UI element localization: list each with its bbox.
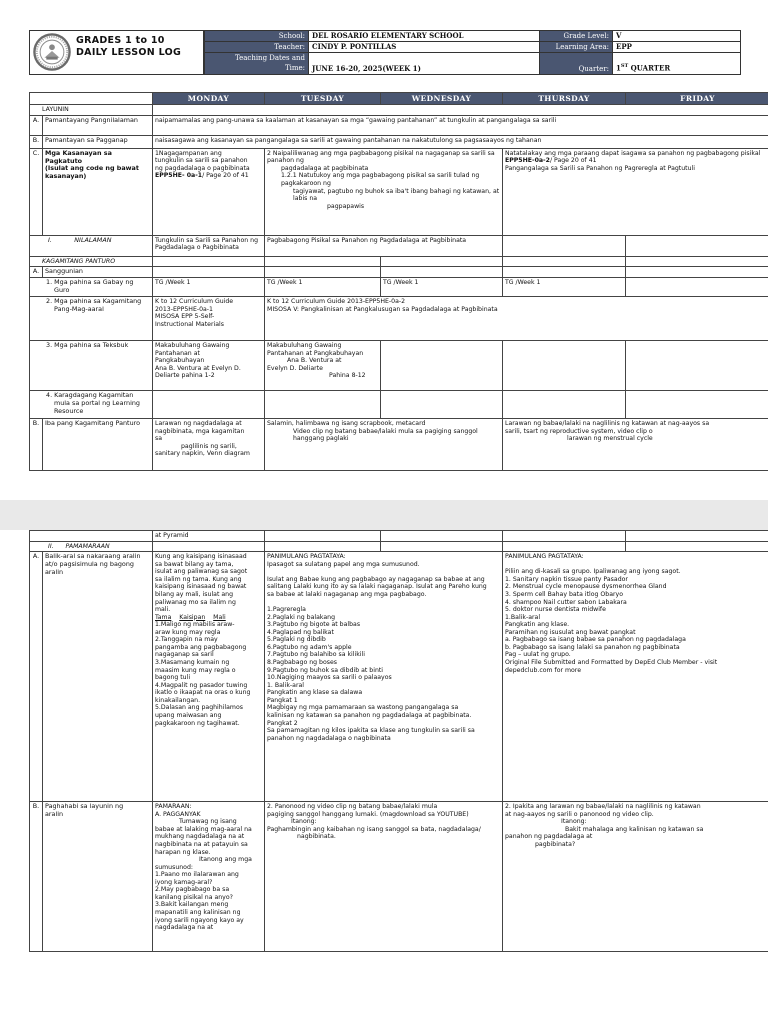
mag-aaral-label-line2: Pang-Mag-aaral	[54, 304, 104, 313]
balik-aral-monday-item: bagong tuli	[155, 674, 191, 682]
kasanayan-monday-code: EPP5HE- 0a-1	[155, 172, 203, 180]
paghahabi-th-line2: at nag-aayos ng sarili o panonood ng video clip.	[505, 810, 654, 818]
balik-aral-thu-fri	[503, 552, 768, 802]
sg-tuesday	[265, 267, 381, 278]
karagdagan-label-line1: 4. Karagdagang Kagamitan	[46, 391, 134, 400]
balik-aral-label-line3: aralin	[45, 567, 64, 576]
kasanayan-th-line1: Natatalakay ang mga paraang dapat isagawa sa panahon ng pagbabagong pisikal	[505, 149, 761, 157]
day-friday: FRIDAY	[626, 93, 768, 105]
paghahabi-number: B.	[30, 802, 43, 952]
grade-label: Grade Level:	[540, 31, 613, 42]
balik-aral-th-line: 4. shampoo Nail cutter sabon Labakara	[505, 598, 627, 606]
row-c-label-line1: Mga Kasanayan sa Pagkatuto	[45, 148, 112, 165]
kr-friday	[626, 391, 768, 419]
pm-monday	[153, 541, 265, 552]
balik-aral-monday-item: pangamba ang pagbabagong	[155, 643, 247, 651]
row-gabay-ng-guro	[30, 278, 768, 297]
kasanayan-th-code: EPP5HE-0a-2	[505, 157, 550, 165]
kr-monday	[153, 391, 265, 419]
balik-aral-tw-line: 9.Pagtubo ng buhok sa dibdib at binti	[267, 666, 384, 674]
row-b-label: Pamantayan sa Pagganap	[43, 135, 153, 148]
iba-monday-line5: sanitary napkin, Venn diagram	[155, 450, 250, 458]
nilalaman-thursday	[503, 235, 626, 256]
tama-header: Tama	[155, 613, 172, 621]
paghahabi-monday-block1	[155, 818, 262, 856]
paghahabi-thu-fri	[503, 802, 768, 952]
pamamaraan-label: PAMAMARAAN	[65, 542, 110, 550]
cont-friday	[626, 531, 768, 542]
balik-aral-th-line: 1.Balik-aral	[505, 613, 541, 621]
gabay-friday	[626, 278, 768, 297]
area-label: Learning Area:	[540, 42, 613, 53]
balik-aral-tw-line: kalinisan ng katawan sa panahon ng pagdadalaga at pagbibinata.	[267, 711, 472, 719]
kagamitang-panturo-heading: KAGAMITANG PANTURO	[30, 256, 153, 267]
row-nilalaman	[30, 235, 768, 256]
pm-friday	[626, 541, 768, 552]
day-thursday: THURSDAY	[503, 93, 626, 105]
layunin-heading: LAYUNIN	[30, 105, 153, 116]
teksbuk-monday-line1: Makabuluhang Gawaing	[155, 342, 230, 350]
paghahabi-th-line1: 2. Ipakita ang larawan ng babae/lalaki na naglilinis ng katawan	[505, 803, 701, 811]
iba-tw-line3: hanggang paglaki	[293, 435, 349, 443]
kasanayan-monday-line3: ng pagdadalaga o pagbibinata	[155, 164, 250, 172]
balik-aral-monday-item: nagaganap sa saril	[155, 651, 214, 659]
teksbuk-tuesday-line1: Makabuluhang Gawaing	[267, 342, 342, 350]
layunin-row	[30, 105, 768, 116]
balik-aral-monday-line: sa ilalim ng tama. Kung ang	[155, 575, 242, 583]
row-kagamitang-panturo	[30, 256, 768, 267]
balik-aral-th-line: Pangkatin ang klase.	[505, 621, 570, 629]
balik-aral-th-line: Paramihan ng isusulat ang bawat pangkat	[505, 628, 636, 636]
iba-monday-line1: Larawan ng nagdadalaga at	[155, 420, 242, 428]
teksbuk-thursday	[503, 341, 626, 391]
balik-aral-monday-item: maasim kung may regla o	[155, 666, 236, 674]
paghahabi-tw-line1: 2. Panonood ng video clip ng batang babae/lalaki mula	[267, 803, 438, 811]
grade-value: V	[613, 31, 741, 42]
paghahabi-monday-question: 2.May pagbabago ba sa	[155, 886, 230, 894]
mag-aaral-monday-line1: K to 12 Curriculum Guide	[155, 298, 234, 306]
paghahabi-monday-question: 3.Bakit kailangan meng	[155, 901, 229, 909]
paghahabi-monday-question: sumusunod:	[155, 863, 193, 871]
balik-aral-monday-item: araw kung may regla	[155, 628, 221, 636]
balik-aral-tw-line: 1. Balik-aral	[267, 681, 305, 689]
row-c-label-line2: (Isulat ang code ng bawat	[45, 164, 139, 173]
lesson-table-page2	[29, 530, 768, 952]
row-nilalaman-label	[30, 235, 153, 256]
balik-aral-th-line: Piliin ang di-kasali sa grupo. Ipaliwanag ang iyong sagot.	[505, 568, 681, 576]
kasanayan-tue-wed	[265, 148, 503, 235]
balik-aral-tw-line: 8.Pagbabago ng boses	[267, 659, 337, 666]
balik-aral-tw-line: Sa pamamagitan ng kilos ipakita sa klase ang tungkulin sa sarili sa	[267, 727, 475, 735]
balik-aral-label-line1: Balik-aral sa nakaraang aralin	[45, 552, 141, 561]
kasanayan-tw-line2: pagdadalaga at pagbibinata	[281, 164, 369, 172]
teksbuk-tuesday-line2: Pantahanan at Pangkabuhayan	[267, 349, 364, 357]
paghahabi-monday	[153, 802, 265, 952]
paghahabi-monday-line: harapan ng klase.	[155, 848, 211, 856]
kasanayan-thu-fri	[503, 148, 768, 235]
paghahabi-monday-question: mapanatili ang kalinisan ng	[155, 909, 241, 916]
row-c-label-line3: kasanayan)	[45, 172, 87, 181]
balik-aral-monday-line: Kung ang kaisipang isinasaad	[155, 553, 247, 561]
cont-thursday	[503, 531, 626, 542]
page-gap	[0, 500, 768, 530]
balik-aral-tw-line: 10.Nagiging maayos sa sarili o palaayos	[267, 674, 392, 682]
paghahabi-monday-line2: A. PAGGANYAK	[155, 810, 201, 818]
balik-aral-tue-wed	[265, 552, 503, 802]
row-c-label	[43, 148, 153, 235]
paghahabi-monday-line: nagbibinata na at patayuin sa	[155, 840, 248, 848]
row-a-label: Pamantayang Pangnilalaman	[43, 115, 153, 135]
pm-thursday	[503, 541, 626, 552]
page-one	[0, 0, 768, 500]
teksbuk-monday-line3: Pangkabuhayan	[155, 357, 205, 365]
row-nilalaman-number: I.	[48, 235, 52, 244]
gabay-wednesday: TG /Week 1	[381, 278, 503, 297]
nilalaman-monday: Tungkulin sa Sarili sa Panahon ng Pagdadalaga o Pagbibinata	[153, 235, 265, 256]
row-a-text: naipamamalas ang pang-unawa sa kaalaman at kasanayan sa mga “gawaing pantahanan” at tungkulin at pangangalaga sa sarili	[153, 115, 768, 135]
paghahabi-monday-question: kanilang pisikal na anyo?	[155, 893, 233, 901]
kaisipan-header: Kaisipan	[179, 613, 206, 621]
day-header-blank	[30, 93, 153, 105]
iba-monday-line2: nagbibinata, mga kagamitan	[155, 427, 245, 435]
balik-aral-th-line: b. Pagbabago sa isang lalaki sa panahon ng pagbibinata	[505, 643, 680, 651]
balik-aral-tw-line: Ipasagot sa sulatang papel ang mga sumusunod.	[267, 560, 420, 568]
teksbuk-tuesday-line3: Ana B. Ventura at	[287, 357, 342, 365]
iba-tw-line1: Salamin, halimbawa ng isang scrapbook, metacard	[267, 420, 426, 428]
balik-aral-tw-line: PANIMULANG PAGTATAYA:	[267, 553, 346, 561]
pamamaraan-heading	[30, 541, 153, 552]
row-continued	[30, 531, 768, 542]
day-monday: MONDAY	[153, 93, 265, 105]
balik-aral-monday-item: ikatlo o ikaapat na oras o kung	[155, 689, 251, 697]
kp-tuesday	[265, 256, 381, 267]
balik-aral-tw-line: 6.Pagtubo ng adam's apple	[267, 643, 352, 651]
dates-label-line2: Time:	[284, 63, 305, 72]
paghahabi-label-line2: aralin	[45, 809, 64, 818]
iba-tue-wed	[265, 419, 503, 471]
balik-aral-monday-item: upang maiwasan ang	[155, 711, 222, 719]
kp-thursday	[503, 256, 626, 267]
balik-aral-monday-items	[155, 621, 262, 727]
row-a-number: A.	[30, 115, 43, 135]
teacher-label: Teacher:	[205, 42, 309, 53]
mag-aaral-rest-line2: MISOSA V: Pangkalinisan at Pangkalusugan sa Pagdadalaga at Pagbibinata	[267, 305, 498, 313]
quarter-label: Quarter:	[540, 53, 613, 75]
dates-label-line1: Teaching Dates and	[234, 54, 305, 63]
gabay-tuesday: TG /Week 1	[265, 278, 381, 297]
paghahabi-monday-line: mukhang nagdadalaga na at	[155, 833, 245, 841]
pamamaraan-number: II.	[48, 542, 54, 550]
kasanayan-tw-line5: pagpapawis	[327, 202, 365, 210]
balik-aral-th-line: 3. Sperm cell Bahay bata itlog Obaryo	[505, 590, 623, 598]
balik-aral-tw-line: Pangkat 1	[267, 696, 298, 704]
teksbuk-tuesday	[265, 341, 381, 391]
gabay-label-line1: 1. Mga pahina sa Gabay ng	[46, 278, 134, 287]
balik-aral-monday-item: kinakailangan.	[155, 696, 201, 704]
mag-aaral-monday-line2: 2013-EPP5HE-0a-1	[155, 305, 213, 313]
balik-aral-monday-line: mali.	[155, 606, 171, 614]
paghahabi-tw-line4: Paghambingin ang kaibahan ng isang sanggol sa bata, nagdadalaga/	[267, 825, 481, 833]
row-iba-pang-kagamitan	[30, 419, 768, 471]
sg-wednesday	[381, 267, 503, 278]
mali-header: Mali	[213, 613, 226, 621]
balik-aral-tw-line: sa babae at lalaki nagaganap ang mga pagbabago.	[267, 590, 427, 598]
balik-aral-th-line	[505, 561, 767, 569]
paghahabi-th-line4: Bakit mahalaga ang kalinisan ng katawan sa	[565, 825, 704, 833]
balik-aral-monday-line: paliwanag mo sa ilalim ng	[155, 598, 236, 606]
gabay-thursday: TG /Week 1	[503, 278, 626, 297]
header-title-dll: DAILY LESSON LOG	[76, 47, 182, 58]
karagdagan-label-line2: mula sa portal ng Learning	[54, 398, 140, 407]
day-tuesday: TUESDAY	[265, 93, 381, 105]
day-header-row	[30, 93, 768, 105]
balik-aral-monday-item: pagkakaroon ng tagihawat.	[155, 719, 240, 727]
row-nilalaman-heading: NILALAMAN	[74, 235, 112, 244]
iba-number: B.	[30, 419, 43, 471]
balik-aral-monday-line: isulat ang paliwanag sa sagot	[155, 568, 248, 576]
header-title-grades: GRADES 1 to 10	[76, 35, 165, 46]
balik-aral-tw-line: Pangkat 2	[267, 719, 298, 727]
paghahabi-monday-line: Tumawag ng isang	[179, 818, 237, 826]
balik-aral-tw-line: Isulat ang Babae kung ang pagbabago ay nagaganap sa babae at ang	[267, 575, 485, 583]
paghahabi-th-line5: panahon ng pagdadalaga at	[505, 833, 593, 841]
nilalaman-friday	[626, 235, 768, 256]
paghahabi-monday-question: iyong sarili ngayong kayo ay	[155, 916, 244, 924]
tama-kaisipan-mali-header	[155, 614, 262, 622]
balik-aral-th-line: Pag – uulat ng grupo.	[505, 651, 571, 659]
sg-thursday	[503, 267, 626, 278]
paghahabi-th-line6: pagbibinata?	[535, 840, 576, 848]
karagdagan-label	[30, 391, 153, 419]
area-value: EPP	[613, 42, 741, 53]
row-c-number: C.	[30, 148, 43, 235]
kr-wednesday	[381, 391, 503, 419]
gabay-label	[30, 278, 153, 297]
balik-aral-th-line: Original File Submitted and Formatted by DepEd Club Member - visit	[505, 659, 718, 666]
balik-aral-tw-line: Magbigay ng mga pamamaraan sa wastong pangangalaga sa	[267, 704, 459, 712]
balik-aral-number: A.	[30, 552, 43, 802]
row-paghahabi	[30, 802, 768, 952]
balik-aral-monday-item: 2.Tanggapin na may	[155, 636, 218, 644]
balik-aral-tw-line: Pangkatin ang klase sa dalawa	[267, 689, 363, 697]
teksbuk-wednesday	[381, 341, 503, 391]
cont-wednesday	[381, 531, 503, 542]
sg-friday	[626, 267, 768, 278]
paghahabi-monday-line: babae at lalaking mag-aaral na	[155, 825, 252, 833]
row-b-text: naisasagawa ang kasanayan sa pangangalaga sa sarili at gawaing pantahanan na nakatutulong sa pagsasaayos ng tahanan	[153, 135, 768, 148]
row-pamamaraan	[30, 541, 768, 552]
kasanayan-th-line3: Pangangalaga sa Sarili sa Panahon ng Pagreregla at Pagtutuli	[505, 164, 695, 172]
balik-aral-monday-instructions	[155, 553, 262, 614]
row-balik-aral	[30, 552, 768, 802]
school-label: School:	[205, 31, 309, 42]
iba-th-line3: larawan ng menstrual cycle	[567, 435, 653, 443]
balik-aral-monday-line: sa bawat bilang ay tama,	[155, 560, 234, 568]
cont-label	[30, 531, 153, 542]
mag-aaral-rest	[265, 297, 768, 341]
mag-aaral-label-line1: 2. Mga pahina sa Kagamitang	[46, 297, 142, 306]
dates-label	[205, 53, 309, 75]
paghahabi-tue-wed	[265, 802, 503, 952]
kasanayan-monday	[153, 148, 265, 235]
sanggunian-number: A.	[30, 267, 43, 278]
school-value: DEL ROSARIO ELEMENTARY SCHOOL	[309, 31, 540, 42]
kasanayan-th-page: / Page 20 of 41	[549, 157, 597, 165]
paghahabi-monday-itanong: Itanong ang mga	[199, 856, 252, 864]
balik-aral-monday-item: 3.Masamang kumain ng	[155, 659, 230, 666]
row-b-number: B.	[30, 135, 43, 148]
info-table	[204, 30, 741, 75]
teksbuk-tuesday-line4: Evelyn D. Deliarte	[267, 364, 323, 372]
cont-tuesday	[265, 531, 381, 542]
iba-thu-fri	[503, 419, 768, 471]
balik-aral-tw-line: 3.Pagtubo ng bigote at balbas	[267, 621, 361, 629]
balik-aral-tw-lines	[267, 553, 500, 742]
mag-aaral-rest-line1: K to 12 Curriculum Guide 2013-EPP5HE-0a-2	[267, 298, 406, 306]
row-kasanayan	[30, 148, 768, 235]
karagdagan-label-line3: Resource	[54, 406, 84, 415]
kasanayan-tw-line1: 2 Naipaliliwanag ang mga pagbabagong pisikal na nagaganap sa sarili sa panahon ng	[267, 149, 495, 165]
row-sanggunian	[30, 267, 768, 278]
paghahabi-label-line1: Paghahabi sa layunin ng	[45, 802, 124, 811]
gabay-monday: TG /Week 1	[153, 278, 265, 297]
paghahabi-tw-line3: Itanong:	[291, 818, 317, 826]
pm-tuesday	[265, 541, 381, 552]
balik-aral-tw-line: 4.Paglapad ng balikat	[267, 628, 334, 636]
deped-seal-icon	[33, 32, 71, 72]
balik-aral-monday	[153, 552, 265, 802]
paghahabi-tw-line2: pagiging sanggol hanggang lumaki. (magdownload sa YOUTUBE)	[267, 810, 469, 818]
balik-aral-label	[43, 552, 153, 802]
paghahabi-monday-block2	[155, 864, 262, 932]
teacher-value: CINDY P. PONTILLAS	[309, 42, 540, 53]
sanggunian-label: Sanggunian	[43, 267, 153, 278]
paghahabi-monday-question: nagdadalaga na at	[155, 924, 214, 932]
iba-th-line2: sarili, tsart ng reproductive system, video clip o	[505, 427, 653, 435]
iba-th-line1: Larawan ng babae/lalaki na naglilinis ng katawan at nag-aayos sa	[505, 420, 710, 428]
balik-aral-tw-line: panahon ng nagdadalaga o nagbibinata	[267, 734, 391, 742]
balik-aral-tw-line	[267, 568, 500, 576]
balik-aral-monday-line: bilang ay mali, isulat ang	[155, 590, 233, 598]
page-two	[0, 530, 768, 1024]
iba-monday-line3: sa	[155, 435, 163, 443]
mag-aaral-monday-line3: MISOSA EPP 5-Self-	[155, 313, 215, 321]
teksbuk-label: 3. Mga pahina sa Teksbuk	[30, 341, 153, 391]
kasanayan-tw-line4: tagiyawat, pagtubo ng buhok sa iba't ibang bahagi ng katawan, at labis na	[293, 187, 500, 203]
kasanayan-monday-page: / Page 20 of 41	[202, 172, 249, 180]
balik-aral-tw-line	[267, 599, 500, 607]
kasanayan-monday-line2: tungkulin sa sarili sa panahon	[155, 157, 248, 165]
teksbuk-monday-line5: Deliarte pahina 1-2	[155, 372, 215, 380]
iba-tw-line2: Video clip ng batang babae/lalaki mula sa pagiging sanggol	[293, 427, 478, 435]
kp-friday	[626, 256, 768, 267]
sg-monday	[153, 267, 265, 278]
lesson-table-page1	[29, 92, 768, 471]
kp-wednesday	[381, 256, 503, 267]
balik-aral-th-line: PANIMULANG PAGTATAYA:	[505, 553, 584, 561]
pm-wednesday	[381, 541, 503, 552]
cont-monday: at Pyramid	[153, 531, 265, 542]
teksbuk-monday	[153, 341, 265, 391]
balik-aral-tw-line: 7.Pagtubo ng balahibo sa kilikili	[267, 651, 365, 659]
quarter-text: QUARTER	[628, 63, 671, 73]
balik-aral-tw-line: 2.Paglaki ng balakang	[267, 613, 336, 621]
balik-aral-monday-item: 5.Dalasan ang paghihilamos	[155, 704, 243, 712]
row-teksbuk	[30, 341, 768, 391]
row-pamantayang-pangnilalaman	[30, 115, 768, 135]
teksbuk-monday-line4: Ana B. Ventura at Evelyn D.	[155, 364, 241, 372]
balik-aral-tw-line: salitang Lalaki kung ito ay sa lalaki nagaganap. Isulat ang Pareho kung	[267, 583, 487, 591]
nilalaman-tue-wed: Pagbabagong Pisikal sa Panahon ng Pagdadalaga at Pagbibinata	[265, 235, 503, 256]
mag-aaral-label	[30, 297, 153, 341]
balik-aral-th-lines	[505, 553, 767, 674]
iba-monday-line4: paglilinis ng sarili,	[181, 442, 237, 450]
mag-aaral-monday	[153, 297, 265, 341]
paghahabi-monday-line1: PAMARAAN:	[155, 803, 192, 811]
kr-thursday	[503, 391, 626, 419]
paghahabi-monday-question: 1.Paano mo ilalarawan ang	[155, 871, 239, 879]
balik-aral-th-line: a. Pagbabago sa isang babae sa panahon ng pagdadalaga	[505, 636, 686, 644]
balik-aral-monday-item: 4.Magpalit ng pasador tuwing	[155, 681, 248, 689]
teksbuk-monday-line2: Pantahanan at	[155, 349, 200, 357]
mag-aaral-monday-line4: Instructional Materials	[155, 320, 224, 328]
paghahabi-tw-line5: nagbibinata.	[297, 833, 336, 841]
layunin-empty	[153, 105, 768, 116]
kasanayan-monday-line1: 1Nagagampanan ang	[155, 149, 222, 157]
balik-aral-tw-line: 1.Pagreregla	[267, 606, 306, 614]
paghahabi-monday-question: iyong kamag-aral?	[155, 878, 213, 886]
teksbuk-friday	[626, 341, 768, 391]
balik-aral-monday-item: 1.Maligo ng mabilis araw-	[155, 621, 235, 629]
quarter-number: 1	[616, 63, 621, 73]
teksbuk-tuesday-line5: Pahina 8-12	[329, 372, 366, 380]
row-kagamitang-mag-aaral	[30, 297, 768, 341]
balik-aral-th-line: 2. Menstrual cycle menopause dysmenorrhea Gland	[505, 583, 667, 591]
quarter-superscript: ST	[620, 63, 629, 70]
balik-aral-monday-line: kaisipang isinasaad ng bawat	[155, 583, 247, 591]
row-pamantayan-sa-pagganap	[30, 135, 768, 148]
day-wednesday: WEDNESDAY	[381, 93, 503, 105]
kr-tuesday	[265, 391, 381, 419]
balik-aral-label-line2: at/o pagsisimula ng bagong	[45, 559, 134, 568]
gabay-label-line2: Guro	[54, 285, 70, 294]
row-karagdagang-kagamitan	[30, 391, 768, 419]
balik-aral-th-line: depedclub.com for more	[505, 666, 582, 674]
paghahabi-th-line3: Itanong:	[561, 818, 587, 826]
balik-aral-th-line: 1. Sanitary napkin tissue panty Pasador	[505, 575, 628, 583]
paghahabi-label	[43, 802, 153, 952]
kasanayan-tw-line3: 1.2.1 Natutukoy ang mga pagbabagong pisikal sa sarili tulad ng pagkakaroon ng	[281, 172, 480, 187]
iba-monday	[153, 419, 265, 471]
balik-aral-th-line: 5. doktor nurse dentista midwife	[505, 606, 606, 614]
iba-label: Iba pang Kagamitang Panturo	[43, 419, 153, 471]
quarter-value	[613, 53, 741, 75]
kp-monday	[153, 256, 265, 267]
balik-aral-tw-line: 5.Paglaki ng dibdib	[267, 636, 326, 644]
dates-value: JUNE 16-20, 2025(WEEK 1)	[309, 53, 540, 75]
